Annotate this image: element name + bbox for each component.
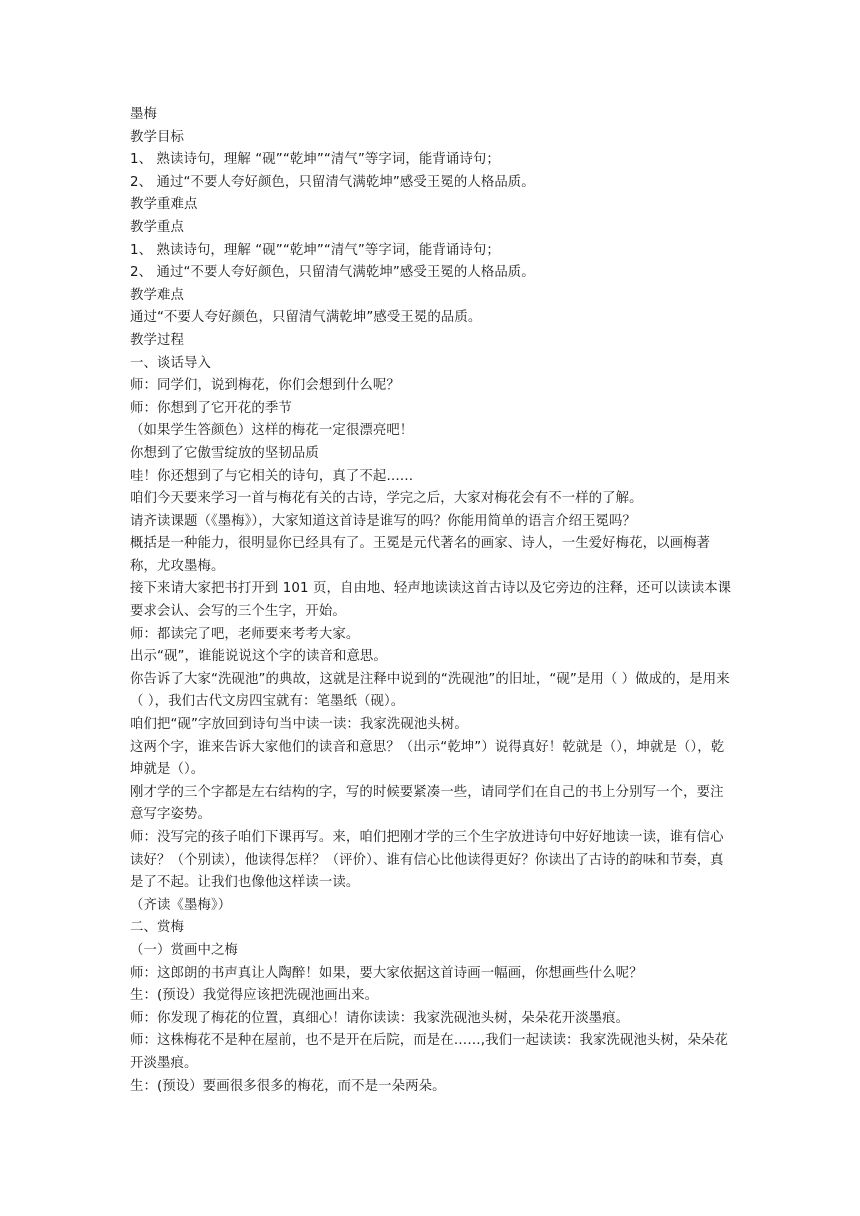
paragraph: 生：(预设）我觉得应该把洗砚池画出来。 bbox=[130, 988, 379, 1004]
paragraph: 概括是一种能力，很明显你已经具有了。王冕是元代著名的画家、诗人，一生爱好梅花，以画梅著称，尤攻墨梅。 bbox=[130, 536, 711, 574]
key-point-item-2: 2、 通过“不要人夸好颜色，只留清气满乾坤”感受王冕的人格品质。 bbox=[130, 265, 535, 281]
paragraph: 师：没写完的孩子咱们下课再写。来，咱们把刚才学的三个生字放进诗句中好好地读一读，谁有信心读好？（个别读），他读得怎样？（评价）、谁有信心比他读得更好？你读出了古诗的韵味和节奏，真是了不起。让我们也像他这样读一读。 bbox=[130, 830, 724, 891]
paragraph: 师：你发现了梅花的位置，真细心！请你读读：我家洗砚池头树，朵朵花开淡墨痕。 bbox=[130, 1010, 630, 1026]
part-heading-intro: 一、谈话导入 bbox=[130, 355, 211, 371]
paragraph: 咱们把“砚”字放回到诗句当中读一读：我家洗砚池头树。 bbox=[130, 717, 468, 733]
paragraph: 师：这株梅花不是种在屋前，也不是开在后院，而是在……,我们一起读读：我家洗砚池头树，朵朵花开淡墨痕。 bbox=[130, 1033, 728, 1071]
subheading-key-points: 教学重点 bbox=[130, 219, 184, 235]
paragraph: 你想到了它傲雪绽放的坚韧品质 bbox=[130, 445, 319, 461]
paragraph: 师：同学们，说到梅花，你们会想到什么呢？ bbox=[130, 378, 400, 394]
paragraph: （齐读《墨梅》） bbox=[130, 897, 232, 913]
difficult-point-text: 通过“不要人夸好颜色，只留清气满乾坤”感受王冕的品质。 bbox=[130, 310, 482, 326]
paragraph: 接下来请大家把书打开到 101 页，自由地、轻声地读读这首古诗以及它旁边的注释，还可以读读本课要求会认、会写的三个生字，开始。 bbox=[130, 581, 732, 620]
subpart-heading: （一）赏画中之梅 bbox=[130, 942, 238, 958]
document-page bbox=[130, 104, 736, 1098]
paragraph: 出示“砚”，谁能说说这个字的读音和意思。 bbox=[130, 649, 387, 665]
paragraph: 咱们今天要来学习一首与梅花有关的古诗，学完之后，大家对梅花会有不一样的了解。 bbox=[130, 491, 643, 507]
paragraph: 你告诉了大家“洗砚池”的典故，这就是注释中说到的“洗砚池”的旧址，“砚”是用（ ）做成的，是用来（ ），我们古代文房四宝就有：笔墨纸（砚）。 bbox=[130, 671, 730, 710]
objective-item-1: 1、 熟读诗句，理解 “砚”“乾坤”“清气”等字词，能背诵诗句； bbox=[130, 152, 500, 168]
paragraph: 师：都读完了吧，老师要来考考大家。 bbox=[130, 626, 360, 642]
key-point-item-1: 1、 熟读诗句，理解 “砚”“乾坤”“清气”等字词，能背诵诗句； bbox=[130, 242, 500, 258]
paragraph: 师：你想到了它开花的季节 bbox=[130, 400, 292, 416]
section-heading-process: 教学过程 bbox=[130, 332, 184, 348]
paragraph: 这两个字，谁来告诉大家他们的读音和意思？（出示“乾坤”）说得真好！乾就是（），坤就是（），乾坤就是（）。 bbox=[130, 739, 725, 778]
paragraph: 请齐读课题（《墨梅》），大家知道这首诗是谁写的吗？你能用简单的语言介绍王冕吗？ bbox=[130, 513, 637, 529]
section-heading-objectives: 教学目标 bbox=[130, 129, 184, 145]
paragraph: 刚才学的三个字都是左右结构的字，写的时候要紧凑一些，请同学们在自己的书上分别写一个，要注意写字姿势。 bbox=[130, 784, 724, 823]
paragraph: 生：(预设）要画很多很多的梅花，而不是一朵两朵。 bbox=[130, 1078, 446, 1094]
section-heading-key-difficult: 教学重难点 bbox=[130, 197, 198, 213]
paragraph: 哇！你还想到了与它相关的诗句，真了不起…… bbox=[130, 468, 414, 484]
objective-item-2: 2、 通过“不要人夸好颜色，只留清气满乾坤”感受王冕的人格品质。 bbox=[130, 174, 535, 190]
subheading-difficult-points: 教学难点 bbox=[130, 287, 184, 303]
doc-title: 墨梅 bbox=[130, 107, 157, 122]
paragraph: 师：这郎朗的书声真让人陶醉！如果，要大家依据这首诗画一幅画，你想画些什么呢？ bbox=[130, 965, 643, 981]
paragraph: （如果学生答颜色）这样的梅花一定很漂亮吧！ bbox=[130, 423, 414, 439]
part-heading-appreciate: 二、赏梅 bbox=[130, 920, 184, 936]
